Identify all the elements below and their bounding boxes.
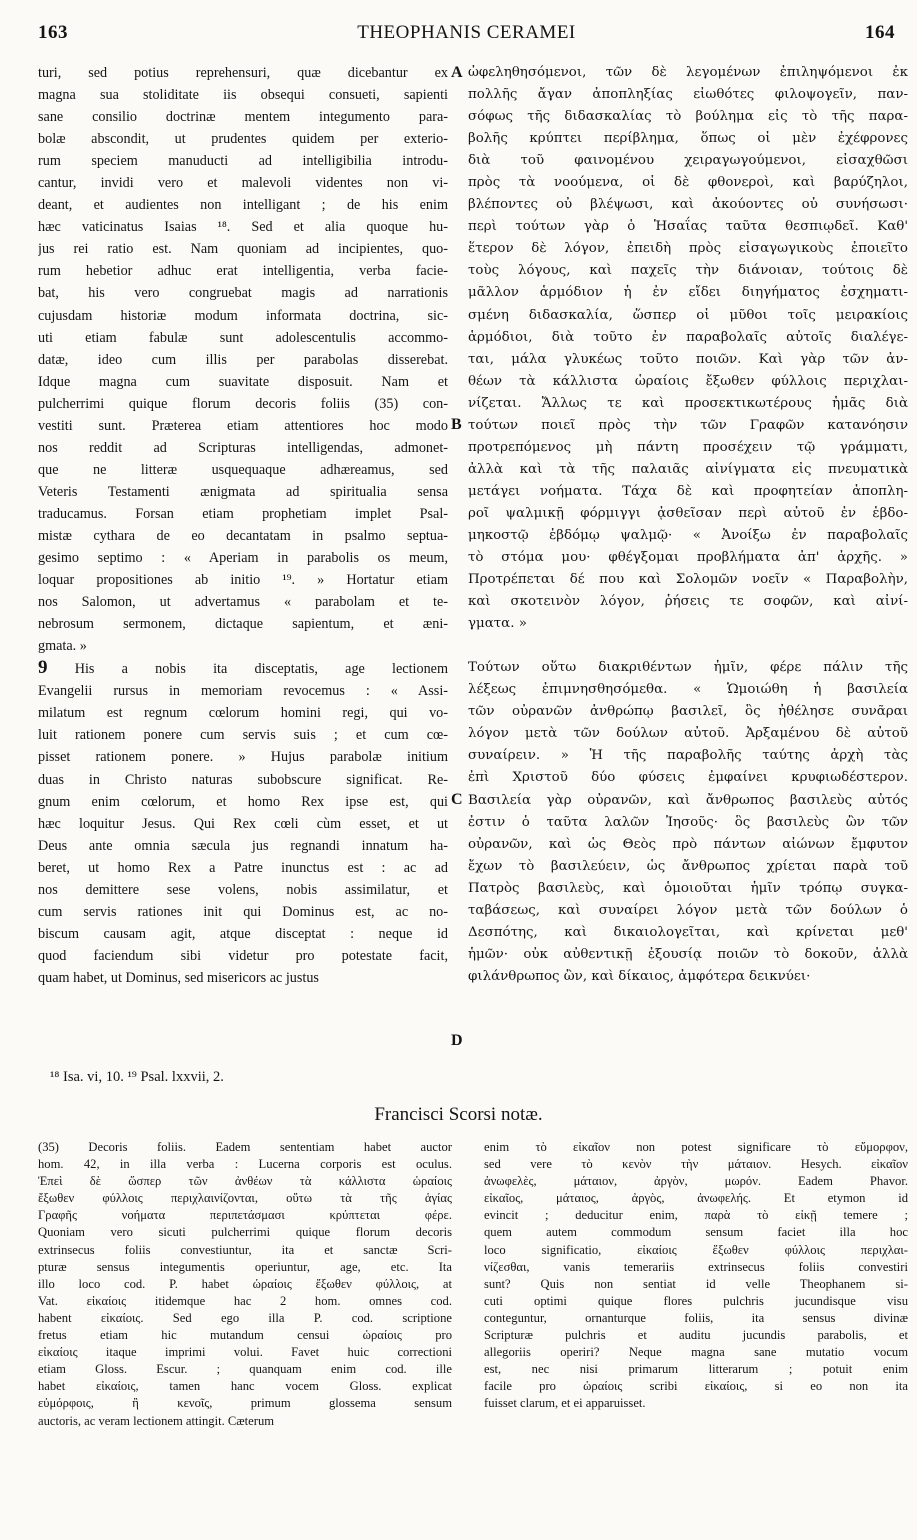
- latin-text-line: que ne litteræ usquequaque adhæreamus, sed: [38, 461, 448, 478]
- note-line: Γραφῆς νοήματα περιπετάσμασι κρύπτεται φέρε.: [38, 1208, 452, 1223]
- greek-text-line: ταβάσεως, καὶ συναίρει λόγον μετὰ τῶν δούλων ὁ: [468, 902, 908, 918]
- latin-text-line: loquar propositiones ab initio ¹⁹. » Hortatur etiam: [38, 572, 448, 589]
- greek-text-line: σόφως τῆς διδασκαλίας τὸ βούλημα εἰς τὸ τῆς παρα-: [468, 109, 908, 125]
- margin-letter-d: D: [451, 1032, 463, 1049]
- latin-text-line: jus rei ratio est. Nam quoniam ad incipientes, quo-: [38, 241, 448, 258]
- greek-text-line: προτρεπόμενος μὴ πάντη προσέχειν τῷ γράμματι,: [468, 439, 908, 455]
- latin-text-line: rum speciem manuducti ad intelligibilia introdu-: [38, 153, 448, 170]
- latin-text-line: Veteris Testamenti ænigmata ad spiritualia sensa: [38, 483, 448, 500]
- latin-text-line: uti etiam fabulæ sunt adolescentulis accommo-: [38, 329, 448, 346]
- note-line: auctoris, ac veram lectionem attingit. Cæterum: [38, 1413, 275, 1428]
- latin-text-line: nos reddit ad Scripturas intelligendas, admonet-: [38, 439, 448, 456]
- greek-text-line: Βασιλεία γὰρ οὐρανῶν, καὶ ἄνθρωπος βασιλεὺς αὐτός: [468, 792, 908, 808]
- greek-text-line: οὐρανῶν, καὶ ὡς Θεὸς πρὸ πάντων αἰώνων ἔμφυτον: [468, 836, 908, 852]
- margin-letter-b: B: [451, 416, 462, 433]
- latin-text-line: datæ, ideo cum illis per parabolas disserebat.: [38, 351, 448, 368]
- section-9: [38, 657, 448, 989]
- latin-text-line: hæc loquitur Jesus. Qui Rex cœli cùm esset, et ut: [38, 815, 448, 832]
- greek-text-line: πρὸς τὰ νοούμενα, οἱ δὲ φθονεροὶ, καὶ βαρύζηλοι,: [468, 175, 908, 191]
- note-line: Vat. εἰκαίοις itidemque hac 2 hom. omnes cod.: [38, 1293, 452, 1308]
- greek-column: [468, 62, 908, 988]
- running-header: [38, 16, 895, 44]
- greek-text-line: βλέποντες οὐ βλέψωσι, καὶ ἀκούοντες οὐ συνήσωσι·: [468, 197, 908, 213]
- notes-title: Francisci Scorsi notæ.: [374, 1104, 543, 1125]
- greek-text-line: μᾶλλον ἁρμόδιον ἡ ἐν εἴδει διηγήματος ἐσχηματι-: [468, 285, 908, 301]
- greek-text-line: ἀλλὰ καὶ τὰ τῆς παλαιᾶς αἰνίγματα εἰς πνευματικὰ: [468, 461, 908, 477]
- note-line: cuti optimi quique flores pulchris jucundisque visu: [484, 1293, 908, 1308]
- notes-right-column: [484, 1139, 908, 1413]
- latin-text-line: vestiti sunt. Præterea etiam attentiores hoc modo: [38, 417, 448, 434]
- note-line: εὐμόρφοις, ἢ κενοῖς, primum glossema sensum: [38, 1396, 452, 1411]
- greek-text-line: ἁρμόδιοι, διὰ τοῦτο ἐν παραβολαῖς αὐτοῖς διαλέγε-: [468, 329, 908, 345]
- greek-text-line: Προτρέπεται δέ που καὶ Σολομῶν νοεῖν « Παραβολὴν,: [468, 572, 908, 588]
- latin-text-line: sane consilio doctrinæ mentem integumento para-: [38, 109, 448, 126]
- latin-text-line: Evangelii rursus in memoriam revocemus : « Assi-: [38, 683, 448, 700]
- latin-text-line: pulcherrimi quique florum decoris foliis (35) con-: [38, 395, 448, 412]
- note-line: ἔξωθεν φύλλοις περιχλαινίζονται, οὕτω τὰ τῆς ἁγίας: [38, 1191, 452, 1206]
- note-line: pturæ sensus integumentis operiuntur, age, etc. Ita: [38, 1259, 452, 1274]
- note-line: sunt? Quis non sentiat id velle Theophanem si-: [484, 1276, 908, 1291]
- greek-text-line: ροῖ ψαλμικῇ φόρμιγγι ᾀσθεῖσαν περὶ αὐτοῦ ἐν ἑβδο-: [468, 505, 908, 521]
- greek-text-line: νίζεται. Ἄλλως τε καὶ προσεκτικωτέρους ἡμᾶς διὰ: [468, 395, 908, 411]
- latin-text-line: gesimo septimo : « Aperiam in parabolis os meum,: [38, 550, 448, 567]
- note-line: fuisset clarum, et ei apparuisset.: [484, 1396, 646, 1411]
- greek-text-line: διὰ τοῦ φαινομένου χειραγωγούμενοι, εἰσαχθῶσι: [468, 153, 908, 169]
- latin-text-line: cantur, invidi vero et malevoli videntes non vi-: [38, 175, 448, 192]
- notes-left-column: [38, 1139, 452, 1430]
- greek-text-line: πολλῆς ἄγαν ἀποπληξίας εἰωθότες φιλοψογεῖν, παν-: [468, 87, 908, 103]
- page-number-left: 163: [38, 22, 68, 43]
- latin-text-line: pisset rationem ponere. » Hujus parabolæ initium: [38, 749, 448, 766]
- page-number-right: 164: [865, 22, 895, 43]
- greek-text-line: λέξεως ἐπιμνησθησόμεθα. « Ὡμοιώθη ἡ βασιλεία: [468, 682, 908, 698]
- note-line: evincit ; deducitur enim, παρὰ τὸ εἰκῇ temere ;: [484, 1208, 908, 1223]
- note-line: νίζεσθαι, vanis temerariis extrinsecus foliis convestiri: [484, 1259, 908, 1274]
- note-line: (35) Decoris foliis. Eadem sententiam habet auctor: [38, 1140, 452, 1154]
- latin-text-line: quam habet, ut Dominus, sed misericors ac justus: [38, 969, 319, 986]
- note-line: εἰκαίοις itaque imprimi volui. Favet huic correctioni: [38, 1345, 452, 1360]
- greek-text-line: γματα. »: [468, 616, 527, 632]
- paragraph-gap: [468, 635, 908, 657]
- greek-text-line: φιλάνθρωπος ὢν, καὶ δίκαιος, ἀμφότερα δεικνύει·: [468, 968, 811, 984]
- greek-text-line: ἐπὶ Χριστοῦ δύο φύσεις ἐμφαίνει κρυφιωδέστερον.: [468, 770, 908, 786]
- running-title: THEOPHANIS CERAMEI: [357, 22, 576, 43]
- note-line: quem autem commodum sensum faciet illa hoc: [484, 1225, 908, 1240]
- note-line: Quoniam vero sicuti pulcherrimi quique florum decoris: [38, 1225, 452, 1240]
- latin-text-line: turi, sed potius reprehensuri, quæ dicebantur ex: [38, 65, 448, 81]
- note-line: εἰκαῖος, μάταιος, ἀργὸς, ἀνωφελής. Et etymon id: [484, 1191, 908, 1206]
- note-line: facile pro ὡραίοις scribi εἰκαίοις, si eo non ita: [484, 1379, 908, 1394]
- greek-text-line: ὠφεληθησόμενοι, τῶν δὲ λεγομένων ἐπιληψόμενοι ἐκ: [468, 65, 908, 80]
- latin-text-line: magna sua stoliditate iis obsequi consueti, sapienti: [38, 87, 448, 104]
- latin-text-line: beret, ut homo Rex a Patre inunctus est : ac ad: [38, 859, 448, 876]
- greek-text-line: ἕτερον δὲ λόγον, ἐπειδὴ πρὸς εἰσαγωγικοὺς ἐποιεῖτο: [468, 241, 908, 257]
- note-line: hom. 42, in illa verba : Lucerna corporis est oculus.: [38, 1157, 452, 1172]
- note-line: loco significatio, εἰκαίοις ἔξωθεν φύλλοις περιχλαι-: [484, 1242, 908, 1257]
- latin-text-line: cujusdam historiæ modum informata doctrina, sic-: [38, 307, 448, 324]
- note-line: conteguntur, ornanturque foliis, ita sensus divinæ: [484, 1310, 908, 1325]
- greek-text-line: λόγον μετὰ τῶν δούλων αὐτοῦ. Ἀρξαμένου δὲ αὐτοῦ: [468, 726, 908, 742]
- section-number: 9: [38, 657, 48, 679]
- latin-text-line: bolæ abscondit, ut prudentes quidem per exterio-: [38, 131, 448, 148]
- greek-text-line: τὸ στόμα μου· φθέγξομαι προβλήματα ἀπ' ἀρχῆς. »: [468, 550, 908, 566]
- note-line: allegoriis operiri? Neque magna sane mutatio vocum: [484, 1345, 908, 1360]
- latin-text-fragment: His a nobis ita disceptatis, age lectionem: [74, 661, 448, 678]
- note-line: habent εἰκαίοις. Sed ego illa P. cod. scriptione: [38, 1310, 452, 1325]
- greek-text-line: Πατρὸς βασιλεὺς, καὶ ὁμοιοῦται ἡμῖν τρόπῳ συγκα-: [468, 880, 908, 896]
- note-line: extrinsecus foliis convestiuntur, ita et sanctæ Scri-: [38, 1242, 452, 1257]
- greek-text-line: περὶ τούτων γὰρ ὁ Ἡσαΐας ταῦτα θεσπιῳδεῖ. Καθ': [468, 219, 908, 235]
- note-line: Ἐπεὶ δὲ ὥσπερ τῶν ἀνθέων τὰ κάλλιστα ὡραίοις: [38, 1174, 452, 1189]
- latin-text-line: rum hebetior adhuc erat intelligentia, verba facie-: [38, 263, 448, 280]
- latin-text-line: nos demittere sese volens, nobis assimilatur, et: [38, 881, 448, 898]
- greek-text-line: τῶν οὐρανῶν ἀνθρώπῳ βασιλεῖ, ὃς ἠθέλησε συνᾶραι: [468, 704, 908, 720]
- greek-text-line: τούτων ποιεῖ πρὸς τὴν τῶν Γραφῶν κατανόησιν: [468, 417, 908, 433]
- greek-text-line: τοὺς λόγους, καὶ παχεῖς τὴν διάνοιαν, τούτοις δὲ: [468, 263, 908, 279]
- latin-text-line: traducamus. Forsan etiam prophetiam implet Psal-: [38, 505, 448, 522]
- greek-text-line: βολῆς κρύπτει περίβλημα, ὅπως οἱ μὲν ἐχέφρονες: [468, 131, 908, 147]
- latin-text-line: Idque magna cum suavitate disposuit. Nam et: [38, 373, 448, 390]
- greek-text-line: ἡμῶν· οὐκ αὐθεντικῇ ἐξουσίᾳ ποιῶν τὸ δοκοῦν, ἀλλὰ: [468, 946, 908, 962]
- latin-text-line: cum servis rationes init qui Dominus est, ac no-: [38, 903, 448, 920]
- margin-letter-a: A: [451, 64, 463, 81]
- greek-text-line: ἔχων τὸ βασιλεύειν, ὡς ἄνθρωπος χρίεται παρὰ τοῦ: [468, 858, 908, 874]
- note-line: Scripturæ pulchris et auditu jucundis parabolis, et: [484, 1328, 908, 1343]
- note-line: fretus etiam hic mutandum censui ὡραίοις pro: [38, 1328, 452, 1343]
- note-line: est, nec nisi primarum litterarum ; potuit enim: [484, 1362, 908, 1377]
- note-line: illo loco cod. P. habet ὡραίοις ἔξωθεν φύλλοις, at: [38, 1276, 452, 1291]
- latin-text-line: nebrosum sermonem, dictaque sapientum, et æni-: [38, 616, 448, 633]
- greek-text-line: συναίρειν. » Ἡ τῆς παραβολῆς ταύτης ἀρχὴ τὰς: [468, 748, 908, 764]
- greek-text-line: μηκοστῷ ἑβδόμῳ ψαλμῷ· « Ἀνοίξω ἐν παραβολαῖς: [468, 527, 908, 543]
- note-line: enim τὸ εἰκαῖον non potest significare τὸ εὔμορφον,: [484, 1140, 908, 1154]
- latin-text-line: mistæ cythara de eo decantatam in psalmo septua-: [38, 527, 448, 544]
- note-line: ἀνωφελὲς, μάταιον, ἀργὸν, μωρόν. Eadem Phavor.: [484, 1174, 908, 1189]
- footnotes: ¹⁸ Isa. vi, 10. ¹⁹ Psal. lxxvii, 2.: [50, 1069, 224, 1085]
- greek-text-line: θέων τὰ κάλλιστα ὡραίοις ἔξωθεν φύλλοις περιχλαι-: [468, 373, 908, 389]
- latin-text-line: biscum causam agit, atque disceptat : neque id: [38, 925, 448, 942]
- greek-text-line: μετάγει νοήματα. Τάχα δὲ καὶ προφητείαν ἀποπλη-: [468, 483, 908, 499]
- note-line: sed vere τὸ κενὸν τὴν μάταιον. Hesych. εἰκαῖον: [484, 1157, 908, 1172]
- latin-text-line: luit rationem ponere cum servis suis ; et cum cœ-: [38, 727, 448, 744]
- latin-text-line: nos Salomon, ut advertamus « parabolam et te-: [38, 594, 448, 611]
- latin-column: [38, 62, 448, 989]
- latin-text-line: gmata. »: [38, 638, 87, 655]
- greek-text-line: καὶ σκοτεινὸν λόγον, ῥήσεις τε σοφῶν, καὶ αἰνί-: [468, 594, 908, 610]
- latin-text-line: deant, et audientes non intelligant ; de his enim: [38, 197, 448, 214]
- latin-text-line: milatum est regnum cœlorum homini regi, qui vo-: [38, 705, 448, 722]
- latin-text-line: bat, his vero congruebat magis ad narrationis: [38, 285, 448, 302]
- greek-text-line: ἐστιν ὁ ταῦτα λαλῶν Ἰησοῦς· ὃς βασιλεὺς ὢν τῶν: [468, 814, 908, 830]
- latin-text-line: Deus ante omnia sæcula jus regnandi innatum ha-: [38, 837, 448, 854]
- latin-text-line: quod faciendum sibi videtur pro potestate facit,: [38, 947, 448, 964]
- latin-text-line: hæc vaticinatus Isaias ¹⁸. Sed et alia quoque hu-: [38, 219, 448, 236]
- greek-text-line: Τούτων οὕτω διακριθέντων ἡμῖν, φέρε πάλιν τῆς: [468, 660, 908, 676]
- latin-text-line: duas in Christo naturas subobscure significat. Re-: [38, 771, 448, 788]
- note-line: habet εἰκαίοις, tamen hanc vocem Gloss. explicat: [38, 1379, 452, 1394]
- margin-letter-c: C: [451, 791, 463, 808]
- greek-text-line: σμένη διδασκαλία, ὥσπερ οἱ μῦθοι τοῖς μειρακίοις: [468, 307, 908, 323]
- note-line: etiam Gloss. Escur. ; quanquam enim cod. ille: [38, 1362, 452, 1377]
- greek-text-line: Δεσπότης, καὶ δικαιολογεῖται, καὶ κρίνεται μεθ': [468, 924, 908, 940]
- latin-text-line: gnum enim cœlorum, et homo Rex ipse est, qui: [38, 793, 448, 810]
- latin-text-line: [38, 657, 448, 680]
- greek-text-line: ται, μάλα γλυκέως τοῦτο ποιῶν. Καὶ γὰρ τῶν ἀν-: [468, 351, 908, 367]
